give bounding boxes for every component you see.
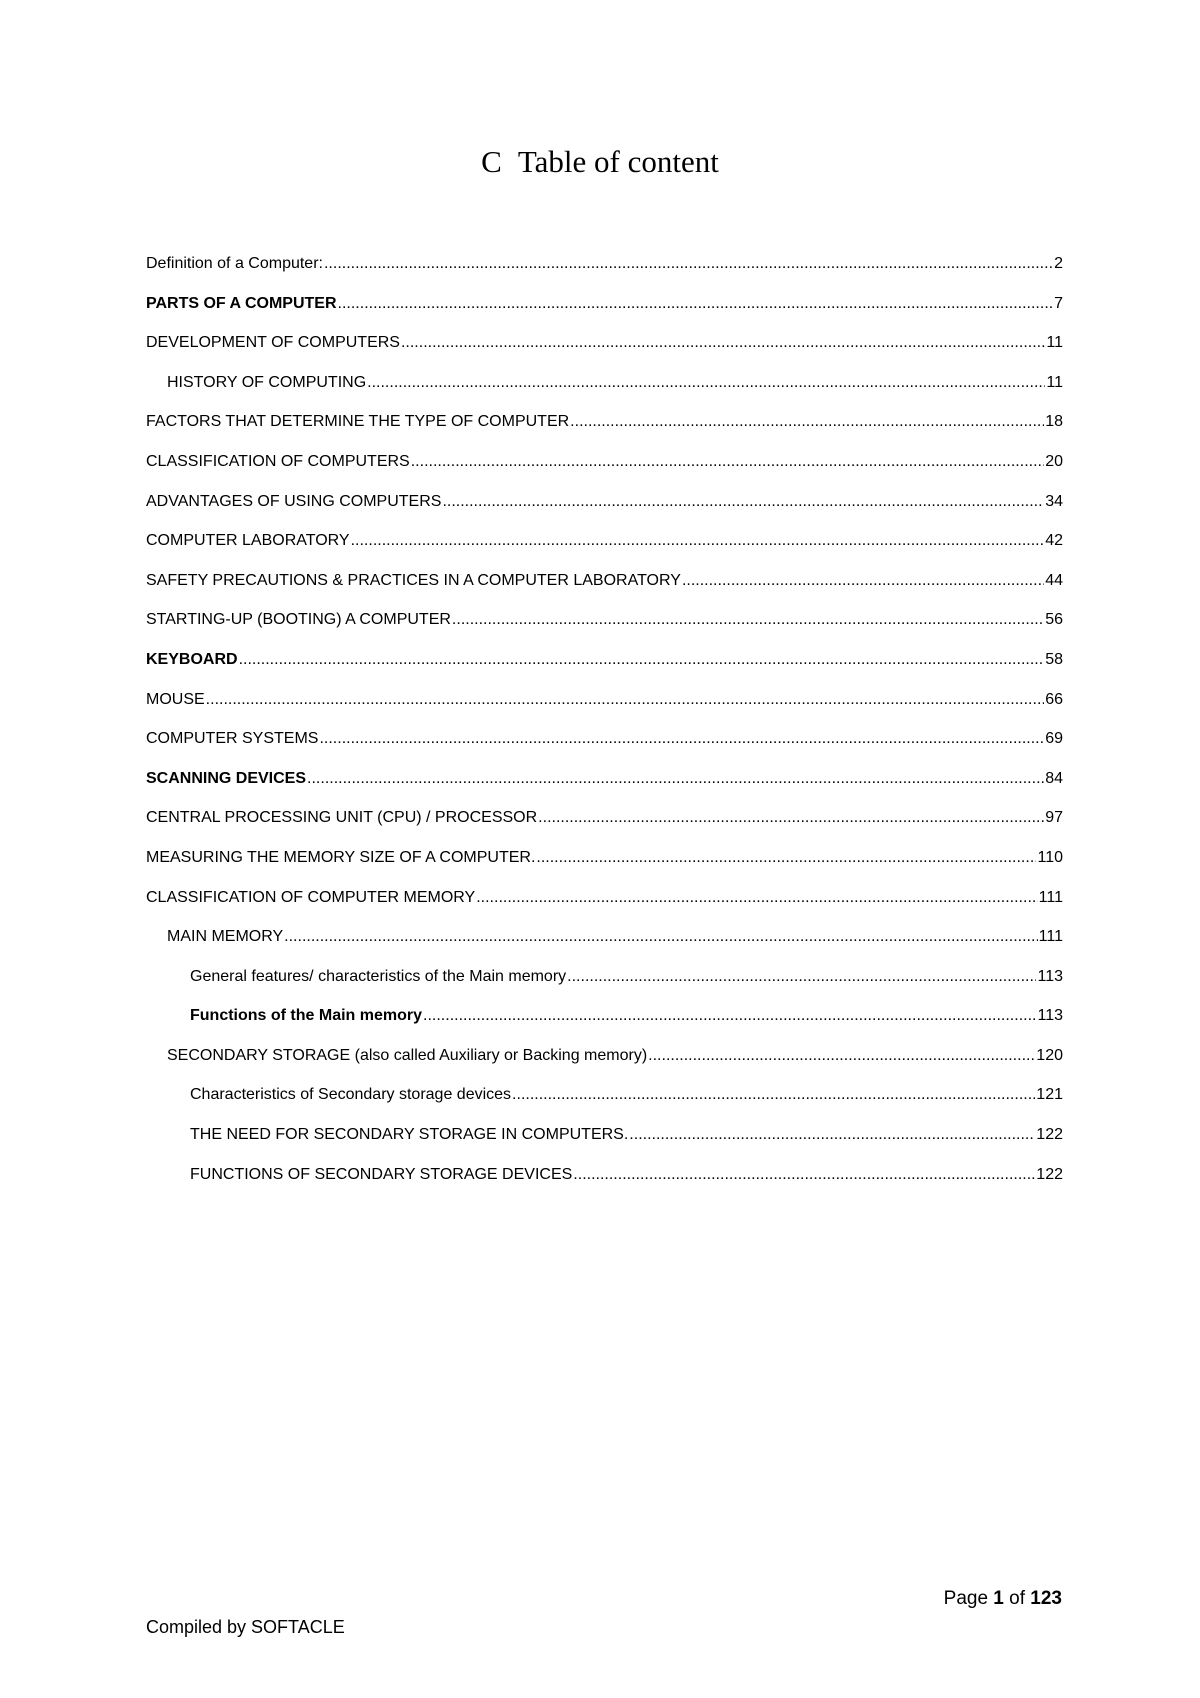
toc-dot-leader xyxy=(284,928,1038,946)
toc-dot-leader xyxy=(567,968,1036,986)
toc-entry[interactable] xyxy=(146,691,1063,731)
toc-entry-page-number: 84 xyxy=(1045,769,1063,787)
page-label: Page xyxy=(943,1588,989,1609)
toc-dot-leader xyxy=(570,413,1044,431)
toc-dot-leader xyxy=(401,334,1045,352)
toc-dot-leader xyxy=(206,691,1045,709)
toc-entry-page-number: 11 xyxy=(1046,373,1063,391)
toc-dot-leader xyxy=(538,809,1044,827)
toc-entry[interactable] xyxy=(146,968,1063,1008)
toc-entry-title: STARTING-UP (BOOTING) A COMPUTER xyxy=(146,611,451,629)
of-label: of xyxy=(1009,1588,1026,1609)
toc-dot-leader xyxy=(682,572,1044,590)
toc-entry-page-number: 97 xyxy=(1045,809,1063,827)
toc-entry-page-number: 113 xyxy=(1037,967,1063,985)
heading-text: Table of content xyxy=(517,144,719,179)
toc-entry[interactable] xyxy=(146,1086,1063,1126)
toc-entry-title: FUNCTIONS OF SECONDARY STORAGE DEVICES xyxy=(190,1165,573,1183)
toc-entry[interactable] xyxy=(146,532,1063,572)
toc-entry-title: SECONDARY STORAGE (also called Auxiliary or Backing memory) xyxy=(167,1046,648,1064)
heading-marker: C xyxy=(481,144,502,179)
toc-entry[interactable] xyxy=(146,453,1063,493)
toc-entry[interactable] xyxy=(146,1126,1063,1166)
toc-dot-leader xyxy=(629,1126,1035,1144)
toc-entry-title: SCANNING DEVICES xyxy=(146,769,307,787)
toc-dot-leader xyxy=(367,374,1045,392)
toc-entry-page-number: 120 xyxy=(1036,1046,1063,1064)
toc-entry-page-number: 110 xyxy=(1037,848,1063,866)
toc-entry-page-number: 66 xyxy=(1045,690,1063,708)
toc-entry-title: General features/ characteristics of the Main memory xyxy=(190,967,567,985)
toc-entry-title: CLASSIFICATION OF COMPUTERS xyxy=(146,452,410,470)
toc-entry-page-number: 20 xyxy=(1045,452,1063,470)
toc-entry-page-number: 122 xyxy=(1036,1126,1063,1144)
toc-entry-title: FACTORS THAT DETERMINE THE TYPE OF COMPUTER xyxy=(146,413,570,431)
toc-dot-leader xyxy=(319,730,1044,748)
toc-dot-leader xyxy=(239,651,1045,669)
compiled-by-footer: Compiled by SOFTACLE xyxy=(146,1617,345,1637)
toc-dot-leader xyxy=(423,1007,1036,1025)
toc-entry-title: COMPUTER SYSTEMS xyxy=(146,730,319,748)
toc-dot-leader xyxy=(442,493,1044,511)
toc-entry-page-number: 111 xyxy=(1038,928,1063,946)
toc-entry-title: HISTORY OF COMPUTING xyxy=(167,373,367,391)
toc-entry[interactable] xyxy=(146,651,1063,691)
toc-entry-title: PARTS OF A COMPUTER xyxy=(146,294,337,312)
toc-entry-page-number: 113 xyxy=(1037,1007,1063,1025)
toc-entry-title: Definition of a Computer: xyxy=(146,255,323,272)
toc-dot-leader xyxy=(573,1166,1035,1184)
toc-entry-title: MAIN MEMORY xyxy=(167,928,284,946)
toc-entry-page-number: 42 xyxy=(1045,532,1063,550)
toc-entry[interactable] xyxy=(146,889,1063,929)
toc-entry[interactable] xyxy=(146,1047,1063,1087)
toc-entry-title: COMPUTER LABORATORY xyxy=(146,532,350,550)
toc-entry-title: MEASURING THE MEMORY SIZE OF A COMPUTER. xyxy=(146,848,536,866)
toc-entry-title: SAFETY PRECAUTIONS & PRACTICES IN A COMPUTER LABORATORY xyxy=(146,571,681,589)
toc-entry[interactable] xyxy=(146,849,1063,889)
toc-entry[interactable] xyxy=(146,295,1063,335)
toc-entry-title: Functions of the Main memory xyxy=(190,1007,423,1025)
toc-entry[interactable] xyxy=(146,770,1063,810)
toc-entry[interactable] xyxy=(146,413,1063,453)
toc-dot-leader xyxy=(351,532,1045,550)
toc-entry-title: ADVANTAGES OF USING COMPUTERS xyxy=(146,492,442,510)
toc-entry-title: Characteristics of Secondary storage devices xyxy=(190,1086,512,1104)
toc-entry-title: DEVELOPMENT OF COMPUTERS xyxy=(146,334,400,352)
toc-dot-leader xyxy=(648,1047,1035,1065)
toc-entry-page-number: 122 xyxy=(1036,1165,1063,1183)
toc-entry-page-number: 44 xyxy=(1045,571,1063,589)
toc-entry[interactable] xyxy=(146,374,1063,414)
toc-dot-leader xyxy=(324,255,1053,273)
toc-entry-page-number: 7 xyxy=(1054,294,1063,312)
toc-entry[interactable] xyxy=(146,255,1063,295)
toc-dot-leader xyxy=(411,453,1044,471)
toc-dot-leader xyxy=(536,849,1036,867)
toc-entry[interactable] xyxy=(146,928,1063,968)
toc-entry-page-number: 18 xyxy=(1045,413,1063,431)
toc-entry-page-number: 2 xyxy=(1054,255,1063,272)
toc-entry[interactable] xyxy=(146,611,1063,651)
toc-entry-title: THE NEED FOR SECONDARY STORAGE IN COMPUTERS. xyxy=(190,1126,629,1144)
toc-entry-page-number: 56 xyxy=(1045,611,1063,629)
toc-entry[interactable] xyxy=(146,1007,1063,1047)
toc-entry[interactable] xyxy=(146,809,1063,849)
toc-entry-title: MOUSE xyxy=(146,690,205,708)
toc-entry-page-number: 69 xyxy=(1045,730,1063,748)
toc-dot-leader xyxy=(338,295,1054,313)
page-title xyxy=(0,144,1200,180)
toc-entry-page-number: 111 xyxy=(1038,888,1063,906)
toc-entry-page-number: 11 xyxy=(1046,334,1063,352)
toc-entry-page-number: 121 xyxy=(1036,1086,1063,1104)
total-pages: 123 xyxy=(1030,1588,1062,1609)
toc-dot-leader xyxy=(512,1086,1035,1104)
toc-entry-page-number: 34 xyxy=(1045,492,1063,510)
toc-dot-leader xyxy=(307,770,1044,788)
toc-entry-title: KEYBOARD xyxy=(146,650,238,668)
toc-entry[interactable] xyxy=(146,334,1063,374)
toc-entry-title: CENTRAL PROCESSING UNIT (CPU) / PROCESSOR xyxy=(146,809,538,827)
toc-entry[interactable] xyxy=(146,493,1063,533)
toc-dot-leader xyxy=(476,889,1037,907)
toc-entry[interactable] xyxy=(146,572,1063,612)
toc-entry[interactable] xyxy=(146,1166,1063,1206)
toc-entry-page-number: 58 xyxy=(1045,650,1063,668)
toc-entry[interactable] xyxy=(146,730,1063,770)
table-of-contents xyxy=(146,255,1063,1205)
toc-entry-title: CLASSIFICATION OF COMPUTER MEMORY xyxy=(146,888,476,906)
current-page: 1 xyxy=(993,1588,1004,1609)
toc-dot-leader xyxy=(452,611,1044,629)
page-number xyxy=(944,1588,1062,1610)
